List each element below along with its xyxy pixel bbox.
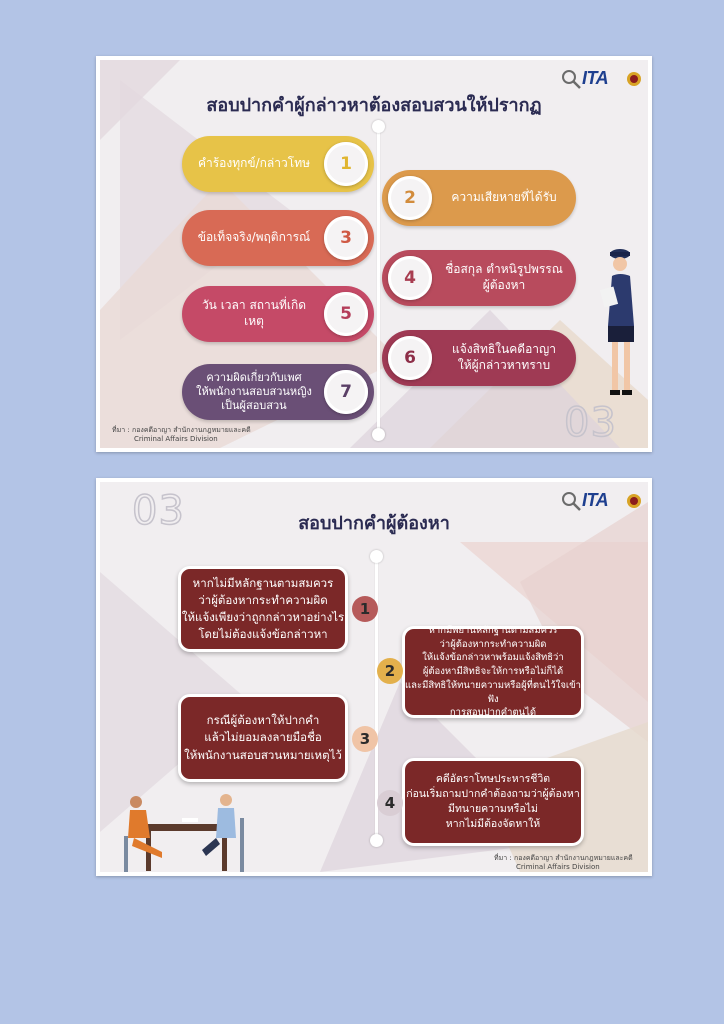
step-text: กรณีผู้ต้องหาให้ปากคำ แล้วไม่ยอมลงลายมือชื่อ ให้พนักงานสอบสวนหมายเหตุไว้ (184, 713, 342, 762)
source-line-english: Criminal Affairs Division (134, 435, 218, 444)
step-text: แจ้งสิทธิในคดีอาญา ให้ผู้กล่าวหาทราบ (452, 342, 556, 372)
step-number-1: 1 (352, 596, 378, 622)
page-title: สอบปากคำผู้ต้องหา (298, 513, 450, 534)
interrogation-illustration (122, 788, 252, 874)
step-item-1 (182, 136, 374, 192)
step-item-7 (182, 364, 374, 420)
source-credit (494, 854, 633, 873)
page-title: สอบปากคำผู้กล่าวหาต้องสอบสวนให้ปรากฏ (206, 95, 542, 116)
step-text: หากไม่มีหลักฐานตามสมควร ว่าผู้ต้องหากระทำความผิด ให้แจ้งเพียงว่าถูกกล่าวหาอย่างไร โดยไม่ต้องแจ้งข้อกล่าวหา (181, 575, 345, 642)
section-number: 03 (564, 400, 617, 446)
step-number: 6 (388, 336, 432, 380)
step-number: 2 (388, 176, 432, 220)
step-number: 5 (324, 292, 368, 336)
step-number-3: 3 (352, 726, 378, 752)
timeline-end-dot (372, 428, 385, 441)
step-box-3 (178, 694, 348, 782)
source-line-thai: ที่มา : กองคดีอาญา สำนักงานกฎหมายและคดี (494, 854, 633, 862)
step-text: หากมีพยานหลักฐานตามสมควร ว่าผู้ต้องหากระทำความผิด ให้แจ้งข้อกล่าวหาพร้อมแจ้งสิทธิว่า ผู้ต้องหามีสิทธิจะให้การหรือไม่ก็ได้ และมีสิทธิให้ทนายความหรือผู้ที่ตนไว้ใจเข้าฟัง การสอบปากคำตนได้ (405, 624, 581, 719)
source-credit (112, 426, 251, 445)
section-number: 03 (132, 488, 185, 534)
infographic-card-suspect (96, 478, 652, 876)
policewoman-illustration (594, 246, 648, 406)
timeline-start-dot (372, 120, 385, 133)
source-line-thai: ที่มา : กองคดีอาญา สำนักงานกฎหมายและคดี (112, 426, 251, 434)
step-text: คำร้องทุกข์/กล่าวโทษ (197, 156, 311, 171)
step-box-4 (402, 758, 584, 846)
step-item-2 (382, 170, 576, 226)
step-text: ชื่อสกุล ตำหนิรูปพรรณ ผู้ต้องหา (445, 262, 563, 292)
timeline-start-dot (370, 550, 383, 563)
magnifier-icon (560, 68, 582, 90)
step-text: ความผิดเกี่ยวกับเพศ ให้พนักงานสอบสวนหญิง เป็นผู้สอบสวน (196, 370, 312, 413)
timeline-end-dot (370, 834, 383, 847)
step-text: ความเสียหายที่ได้รับ (451, 190, 557, 205)
ita-logo (558, 66, 642, 92)
step-box-2 (402, 626, 584, 718)
step-number: 7 (324, 370, 368, 414)
logo-text: ITA (582, 490, 609, 510)
infographic-card-accuser (96, 56, 652, 452)
step-number-2: 2 (377, 658, 403, 684)
step-item-5 (182, 286, 374, 342)
logo-text: ITA (582, 68, 609, 88)
source-line-english: Criminal Affairs Division (516, 863, 600, 872)
step-text: คดีอัตราโทษประหารชีวิต ก่อนเริ่มถามปากคำต้องถามว่าผู้ต้องหา มีทนายความหรือไม่ หากไม่มีต้องจัดหาให้ (406, 772, 580, 831)
step-item-6 (382, 330, 576, 386)
step-item-3 (182, 210, 374, 266)
step-number: 3 (324, 216, 368, 260)
timeline-axis (377, 126, 380, 436)
step-item-4 (382, 250, 576, 306)
step-number-4: 4 (377, 790, 403, 816)
step-number: 4 (388, 256, 432, 300)
step-text: วัน เวลา สถานที่เกิดเหตุ (201, 298, 307, 328)
step-text: ข้อเท็จจริง/พฤติการณ์ (197, 230, 311, 245)
step-number: 1 (324, 142, 368, 186)
emblem-icon (626, 69, 642, 89)
step-box-1 (178, 566, 348, 652)
